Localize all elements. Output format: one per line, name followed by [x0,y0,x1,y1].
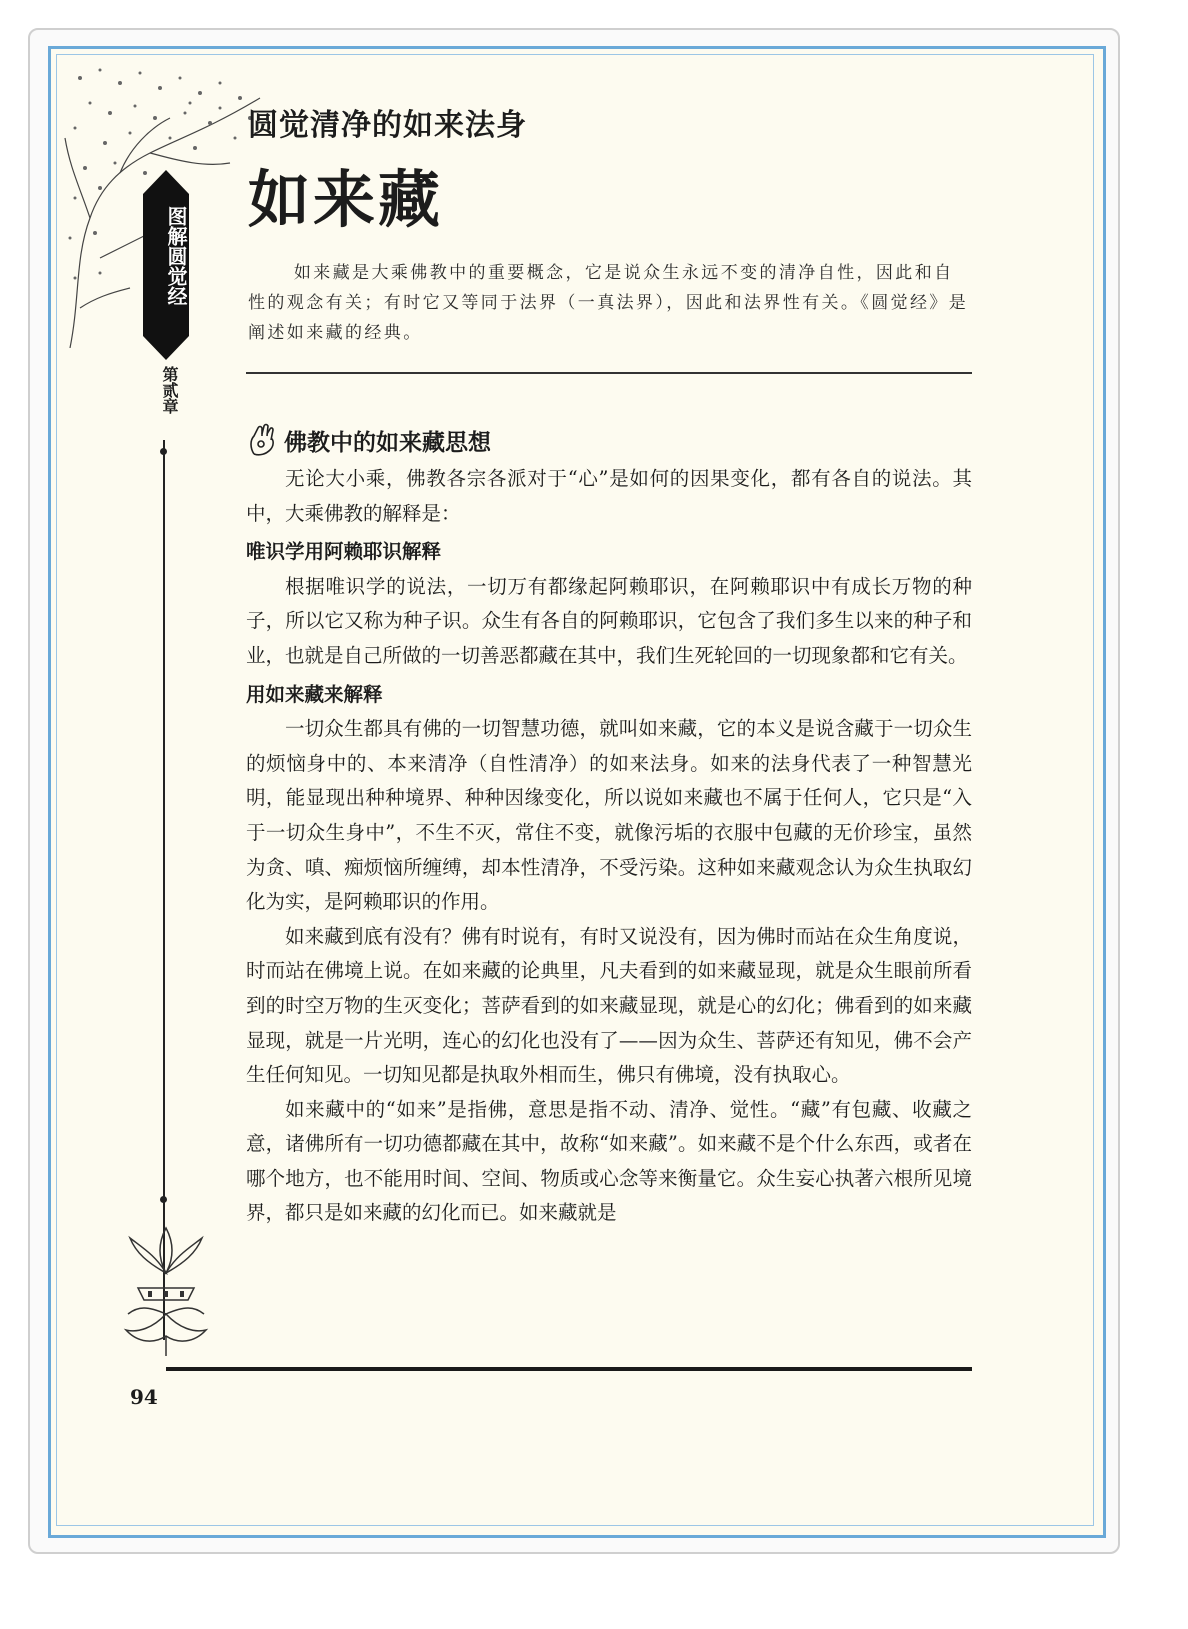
book-label: 图解圆觉经 [164,206,188,306]
chapter-label: 第贰章 [160,366,179,414]
lotus-icon [118,1218,214,1358]
divider [246,372,972,374]
subheading: 用如来藏来解释 [246,682,383,706]
side-line [163,440,165,1340]
section-title: 佛教中的如来藏思想 [284,429,491,456]
side-dot [160,448,167,455]
page-title: 如来藏 [248,163,444,236]
page-subtitle: 圆觉清净的如来法身 [248,108,527,143]
side-dot [160,1196,167,1203]
paragraph: 无论大小乘，佛教各宗各派对于“心”是如何的因果变化，都有各自的说法。其中，大乘佛教的解释是： [246,467,972,525]
paragraph: 如来藏到底有没有？佛有时说有，有时又说没有，因为佛时而站在众生角度说，时而站在佛境上说。在如来藏的论典里，凡夫看到的如来藏显现，就是众生眼前所看到的时空万物的生灭变化；菩萨看到的如来藏显现，就是心的幻化；佛看到的如来藏显现，就是一片光明，连心的幻化也没有了——因为众生、菩萨还有知见，佛不会产生任何知见。一切知见都是执取外相而生，佛只有佛境，没有执取心。 [246,924,972,1087]
paragraph: 如来藏中的“如来”是指佛，意思是指不动、清净、觉性。“藏”有包藏、收藏之意，诸佛所有一切功德都藏在其中，故称“如来藏”。如来藏不是个什么东西，或者在哪个地方，也不能用时间、空间、物质或心念等来衡量它。众生妄心执著六根所见境界，都只是如来藏的幻化而已。如来藏就是 [246,1097,972,1225]
paragraph: 一切众生都具有佛的一切智慧功德，就叫如来藏，它的本义是说含藏于一切众生的烦恼身中的、本来清净（自性清净）的如来法身。如来的法身代表了一种智慧光明，能显现出种种境界、种种因缘变化，所以说如来藏也不属于任何人，它只是“入于一切众生身中”，不生不灭，常住不变，就像污垢的衣服中包藏的无价珍宝，虽然为贪、嗔、痴烦恼所缠缚，却本性清净，不受污染。这种如来藏观念认为众生执取幻化为实，是阿赖耶识的作用。 [246,717,972,914]
intro-paragraph: 如来藏是大乘佛教中的重要概念，它是说众生永远不变的清净自性，因此和自性的观念有关；有时它又等同于法界（一真法界），因此和法界性有关。《圆觉经》是阐述如来藏的经典。 [248,263,969,343]
page-number: 94 [130,1385,158,1409]
subheading: 唯识学用阿赖耶识解释 [246,540,442,564]
intro-block [248,258,970,348]
hand-mudra-icon [246,422,278,458]
paragraph: 根据唯识学的说法，一切万有都缘起阿赖耶识，在阿赖耶识中有成长万物的种子，所以它又称为种子识。众生有各自的阿赖耶识，它包含了我们多生以来的种子和业，也就是自己所做的一切善恶都藏在其中，我们生死轮回的一切现象都和它有关。 [246,574,972,667]
body-text [246,462,972,1231]
bottom-rule [166,1367,972,1371]
